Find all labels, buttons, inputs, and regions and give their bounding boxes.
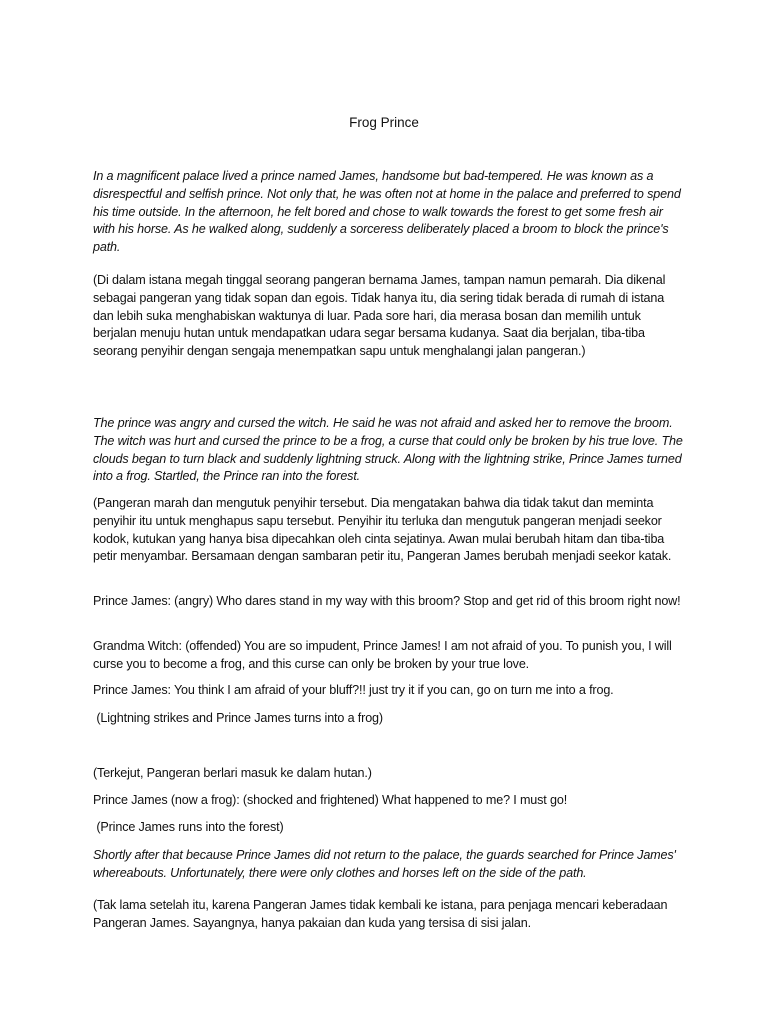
stage-direction-lightning: (Lightning strikes and Prince James turns into a frog) <box>93 711 383 725</box>
dialogue-grandma-witch: Grandma Witch: (offended) You are so impudent, Prince James! I am not afraid of you. To punish you, I will curse you to become a frog, and this curse can only be broken by your true love. <box>93 639 672 671</box>
paragraph-guards-english: Shortly after that because Prince James did not return to the palace, the guards searched for Prince James' whereabouts. Unfortunately, there were only clothes and horses left on the side of the path. <box>93 848 676 880</box>
paragraph-startled-indonesian: (Terkejut, Pangeran berlari masuk ke dalam hutan.) <box>93 766 372 780</box>
dialogue-prince-james-frog: Prince James (now a frog): (shocked and frightened) What happened to me? I must go! <box>93 793 568 807</box>
paragraph-intro-english: In a magnificent palace lived a prince named James, handsome but bad-tempered. He was known as a disrespectful and selfish prince. Not only that, he was often not at home in the palace and preferred to spend his time outside. In the afternoon, he felt bored and chose to walk towards the forest to get some fresh air with his horse. As he walked along, suddenly a sorceress deliberately placed a broom to block the prince's path. <box>93 169 681 255</box>
paragraph-curse-indonesian: (Pangeran marah dan mengutuk penyihir tersebut. Dia mengatakan bahwa dia tidak takut dan meminta penyihir itu untuk menghapus sapu tersebut. Penyihir itu terluka dan mengutuk pangeran menjadi seekor kodok, kutukan yang hanya bisa dipecahkan oleh cinta sejatinya. Awan mulai berubah hitam dan tiba-tiba petir menyambar. Bersamaan dengan sambaran petir itu, Pangeran James berubah menjadi seekor katak. <box>93 496 672 564</box>
paragraph-guards-indonesian: (Tak lama setelah itu, karena Pangeran James tidak kembali ke istana, para penjaga mencari keberadaan Pangeran James. Sayangnya, hanya pakaian dan kuda yang tersisa di sisi jalan. <box>93 898 668 930</box>
paragraph-intro-indonesian: (Di dalam istana megah tinggal seorang pangeran bernama James, tampan namun pemarah. Dia dikenal sebagai pangeran yang tidak sopan dan egois. Tidak hanya itu, dia sering tidak berada di rumah di istana dan lebih suka menghabiskan waktunya di luar. Pada sore hari, dia merasa bosan dan memilih untuk berjalan menuju hutan untuk mendapatkan udara segar bersama kudanya. Saat dia berjalan, tiba-tiba seorang penyihir dengan sengaja menempatkan sapu untuk menghalangi jalan pangeran.) <box>93 273 666 359</box>
paragraph-curse-english: The prince was angry and cursed the witch. He said he was not afraid and asked her to remove the broom. The witch was hurt and cursed the prince to be a frog, a curse that could only be broken by his true love. The clouds began to turn black and suddenly lightning struck. Along with the lightning strike, Prince James turned into a frog. Startled, the Prince ran into the forest. <box>93 416 683 484</box>
document-title: Frog Prince <box>349 115 419 130</box>
dialogue-prince-james-1: Prince James: (angry) Who dares stand in my way with this broom? Stop and get rid of this broom right now! <box>93 594 681 608</box>
dialogue-prince-james-2: Prince James: You think I am afraid of your bluff?!! just try it if you can, go on turn me into a frog. <box>93 683 614 697</box>
stage-direction-runs: (Prince James runs into the forest) <box>93 820 284 834</box>
